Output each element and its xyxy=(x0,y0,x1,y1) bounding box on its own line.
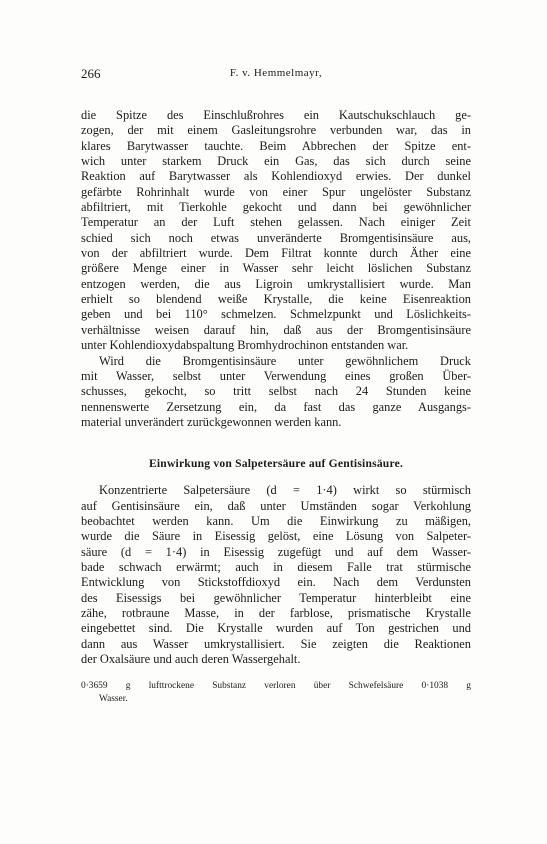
text-line: von der abfiltriert wurde. Dem Filtrat konnte durch Äther eine xyxy=(81,246,471,261)
text-line: schusses, gekocht, so tritt selbst nach 24 Stunden keine xyxy=(81,384,471,399)
text-line: gefärbte Rohrinhalt wurde von einer Spur ungelöster Substanz xyxy=(81,184,471,199)
text-line: wich unter starkem Druck ein Gas, das sich durch seine xyxy=(81,154,471,169)
footnote-line-1: 0·3659 g lufttrockene Substanz verloren über Schwefelsäure 0·1038 g xyxy=(81,681,471,692)
page-number: 266 xyxy=(81,66,101,81)
text-line: der Oxalsäure und auch deren Wassergehalt. xyxy=(81,652,301,666)
text-line: material unverändert zurückgewonnen werden kann. xyxy=(81,414,342,429)
text-line: unter Kohlendioxydabspaltung Bromhydrochinon entstanden war. xyxy=(81,338,409,353)
text-line: nennenswerte Zersetzung ein, da fast das ganze Ausgangs- xyxy=(81,399,471,414)
paragraph-continued xyxy=(81,108,471,354)
footnote-line-2: Wasser. xyxy=(99,693,128,704)
text-line: des Eisessigs bei gewöhnlicher Temperatur hinterbleibt eine xyxy=(81,590,471,605)
text-line: beobachtet werden kann. Um die Einwirkung zu mäßigen, xyxy=(81,513,471,528)
text-line: mit Wasser, selbst unter Verwendung eines großen Über- xyxy=(81,368,471,383)
text-line: Wird die Bromgentisinsäure unter gewöhnlichem Druck xyxy=(99,353,471,368)
text-line: größere Menge einer in Wasser sehr leicht löslichen Substanz xyxy=(81,261,471,276)
text-line: Entwicklung von Stickstoffdioxyd ein. Nach dem Verdunsten xyxy=(81,575,471,590)
text-line: auf Gentisinsäure ein, daß unter Umständen sogar Verkohlung xyxy=(81,498,471,513)
text-line: Reaktion auf Barytwasser als Kohlendioxyd erwies. Der dunkel xyxy=(81,169,471,184)
text-line: zogen, der mit einem Gasleitungsrohre verbunden war, das in xyxy=(81,123,471,138)
text-line: zähe, rotbraune Masse, in der farblose, prismatische Krystalle xyxy=(81,605,471,620)
footnote xyxy=(81,680,471,705)
text-line: entzogen werden, die aus Ligroin umkrystallisiert wurde. Man xyxy=(81,276,471,291)
text-line: dann aus Wasser umkrystallisiert. Sie zeigten die Reaktionen xyxy=(81,636,471,651)
section-heading: Einwirkung von Salpetersäure auf Gentisinsäure. xyxy=(148,457,404,471)
text-line: eingebettet sind. Die Krystalle wurden auf Ton gestrichen und xyxy=(81,621,471,636)
running-head: F. v. Hemmelmayr, xyxy=(229,67,323,79)
text-line: abfiltriert, mit Tierkohle gekocht und dann bei gewöhnlicher xyxy=(81,200,471,215)
text-line: geben und bei 110° schmelzen. Schmelzpunkt und Löslichkeits- xyxy=(81,307,471,322)
paragraph-bromgentisinsaeure xyxy=(81,354,471,431)
text-line: säure (d = 1·4) in Eisessig zugefügt und auf dem Wasser- xyxy=(81,544,471,559)
text-line: bade schwach erwärmt; auch in diesem Falle trat stürmische xyxy=(81,559,471,574)
text-line: die Spitze des Einschlußrohres ein Kautschukschlauch ge- xyxy=(81,108,471,122)
document-page xyxy=(81,66,471,705)
text-line: wurde die Säure in Eisessig gelöst, eine Lösung von Salpeter- xyxy=(81,529,471,544)
text-line: Temperatur an der Luft stehen gelassen. Nach einiger Zeit xyxy=(81,215,471,230)
text-line: schied sich noch etwas unveränderte Bromgentisinsäure aus, xyxy=(81,230,471,245)
text-line: erhielt so blendend weiße Krystalle, die keine Eisenreaktion xyxy=(81,292,471,307)
paragraph-salpetersaeure xyxy=(81,483,471,667)
page-header xyxy=(81,66,471,86)
text-line: klares Barytwasser tauchte. Beim Abbrechen der Spitze ent- xyxy=(81,138,471,153)
text-line: Konzentrierte Salpetersäure (d = 1·4) wirkt so stürmisch xyxy=(99,483,471,498)
text-line: verhältnisse weisen darauf hin, daß aus der Bromgentisinsäure xyxy=(81,322,471,337)
